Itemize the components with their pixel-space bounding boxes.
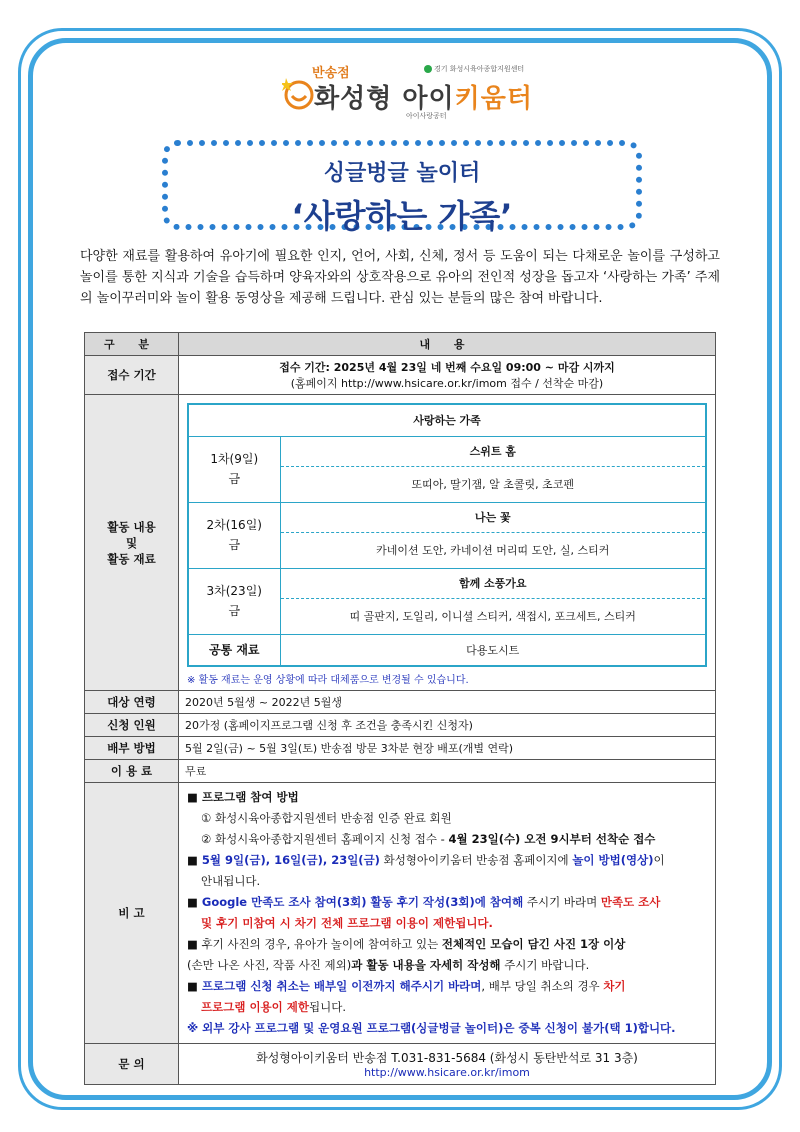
distribution-row [85,737,716,760]
remark-5-cont: 및 후기 미참여 시 차기 전체 프로그램 이용이 제한됩니다. [201,916,493,930]
activity-theme: 사랑하는 가족 [188,404,706,436]
reception-row [85,356,716,395]
title-line2: ‘사랑하는 가족’ [291,197,513,235]
remark-3: ② 화성시육아종합지원센터 홈페이지 신청 접수 - 4월 23일(수) 오전 9시부터 선착순 접수 [201,832,656,846]
title-line1: 싱글벙글 놀이터 [323,161,481,186]
activity-note: ※ 활동 재료는 운영 상황에 따라 대체품으로 변경될 수 있습니다. [187,675,469,686]
logo-org: 경기 화성시육아종합지원센터 [434,65,525,73]
count-label: 신청 인원 [85,714,179,737]
remarks-row [85,783,716,1044]
activity-inner-table [187,403,707,667]
contact-link[interactable]: http://www.hsicare.or.kr/imom [364,1066,530,1079]
info-table [84,332,716,1085]
fee-label: 이 용 료 [85,760,179,783]
round-row-2 [188,502,706,532]
remark-6: ■ 후기 사진의 경우, 유아가 놀이에 참여하고 있는 전체적인 모습이 담긴 사진 1장 이상 [187,937,626,951]
count-value: 20가정 (홈페이지프로그램 신청 후 조건을 충족시킨 신청자) [179,714,716,737]
distribution-label: 배부 방법 [85,737,179,760]
logo-name-left: 화성형 아이 [314,84,455,114]
header-category: 구 분 [85,333,179,356]
logo-branch: 반송점 [312,66,350,81]
header-content: 내 용 [179,333,716,356]
round-3-day: 금 [228,604,241,618]
round-row-1 [188,436,706,466]
common-value: 다용도시트 [280,634,706,666]
distribution-value: 5월 2일(금) ~ 5월 3일(토) 반송점 방문 3차분 현장 배포(개별 연락) [179,737,716,760]
table-header-row [85,333,716,356]
round-2-materials: 카네이션 도안, 카네이션 머리띠 도안, 실, 스티커 [280,532,706,568]
intro-paragraph: 다양한 재료를 활용하여 유아기에 필요한 인지, 언어, 사회, 신체, 정서 등 도움이 되는 다채로운 놀이를 구성하고 놀이를 통한 지식과 기술을 습득하며 양육자와의 상호작용으로 유아의 전인적 성장을 돕고자 ‘사랑하는 가족’ 주제의 놀이꾸러미와 놀이 활용 동영상을 제공해 드립니다. 관심 있는 분들의 많은 참여 바랍니다. [80,249,720,306]
remark-6-cont: (손만 나온 사진, 작품 사진 제외)과 활동 내용을 자세히 작성해 주시기 바랍니다. [187,958,590,972]
smiling-face-icon [282,76,316,110]
reception-homepage: (홈페이지 http://www.hsicare.or.kr/imom 접수 / 선착순 마감) [290,377,604,390]
age-row [85,691,716,714]
title-box [162,140,642,235]
activity-row [85,395,716,691]
remark-5: ■ Google 만족도 조사 참여(3회) 활동 후기 작성(3회)에 참여해 주시기 바라며 만족도 조사 [187,895,661,909]
logo [282,62,532,124]
logo-sub: 아이사랑공터 [406,112,447,120]
remark-1: ■ 프로그램 참여 방법 [187,790,299,804]
common-materials-row [188,634,706,666]
round-1-name: 스위트 홈 [280,436,706,466]
remarks-label: 비 고 [85,783,179,1044]
remark-7-cont: 프로그램 이용이 제한됩니다. [201,1000,346,1014]
age-label: 대상 연령 [85,691,179,714]
contact-info: 화성형아이키움터 반송점 T.031-831-5684 (화성시 동탄반석로 31 3층) [256,1051,638,1065]
fee-row [85,760,716,783]
remark-7: ■ 프로그램 신청 취소는 배부일 이전까지 해주시기 바라며, 배부 당일 취소의 경우 차기 [187,979,626,993]
remark-8: ※ 외부 강사 프로그램 및 운영요원 프로그램(싱글벙글 놀이터)은 중복 신청이 불가(택 1)합니다. [187,1021,676,1035]
reception-period: 접수 기간: 2025년 4월 23일 네 번째 수요일 09:00 ~ 마감 시까지 [279,361,615,374]
round-1-label: 1차(9일) [210,452,259,466]
remark-4: ■ 5월 9일(금), 16일(금), 23일(금) 화성형아이키움터 반송점 홈페이지에 놀이 방법(영상)이 [187,853,665,867]
org-logo-icon [424,65,432,73]
reception-label: 접수 기간 [85,356,179,395]
contact-row [85,1044,716,1085]
remark-2: ① 화성시육아종합지원센터 반송점 인증 완료 회원 [201,811,452,825]
round-3-materials: 띠 골판지, 도일리, 이니셜 스티커, 색접시, 포크세트, 스티커 [280,598,706,634]
round-1-materials: 또띠아, 딸기잼, 알 초콜릿, 초코펜 [280,466,706,502]
remark-4-cont: 안내됩니다. [201,874,261,888]
round-2-name: 나는 꽃 [280,502,706,532]
fee-value: 무료 [179,760,716,783]
round-3-name: 함께 소풍가요 [280,568,706,598]
logo-name [314,78,533,115]
age-value: 2020년 5월생 ~ 2022년 5월생 [179,691,716,714]
round-2-label: 2차(16일) [206,518,262,532]
round-row-3 [188,568,706,598]
logo-name-right: 키움터 [454,84,533,114]
round-1-day: 금 [228,472,241,486]
round-2-day: 금 [228,538,241,552]
count-row [85,714,716,737]
common-label: 공통 재료 [188,634,280,666]
round-3-label: 3차(23일) [206,584,262,598]
activity-label: 활동 내용 및 활동 재료 [85,395,179,691]
contact-label: 문 의 [85,1044,179,1085]
